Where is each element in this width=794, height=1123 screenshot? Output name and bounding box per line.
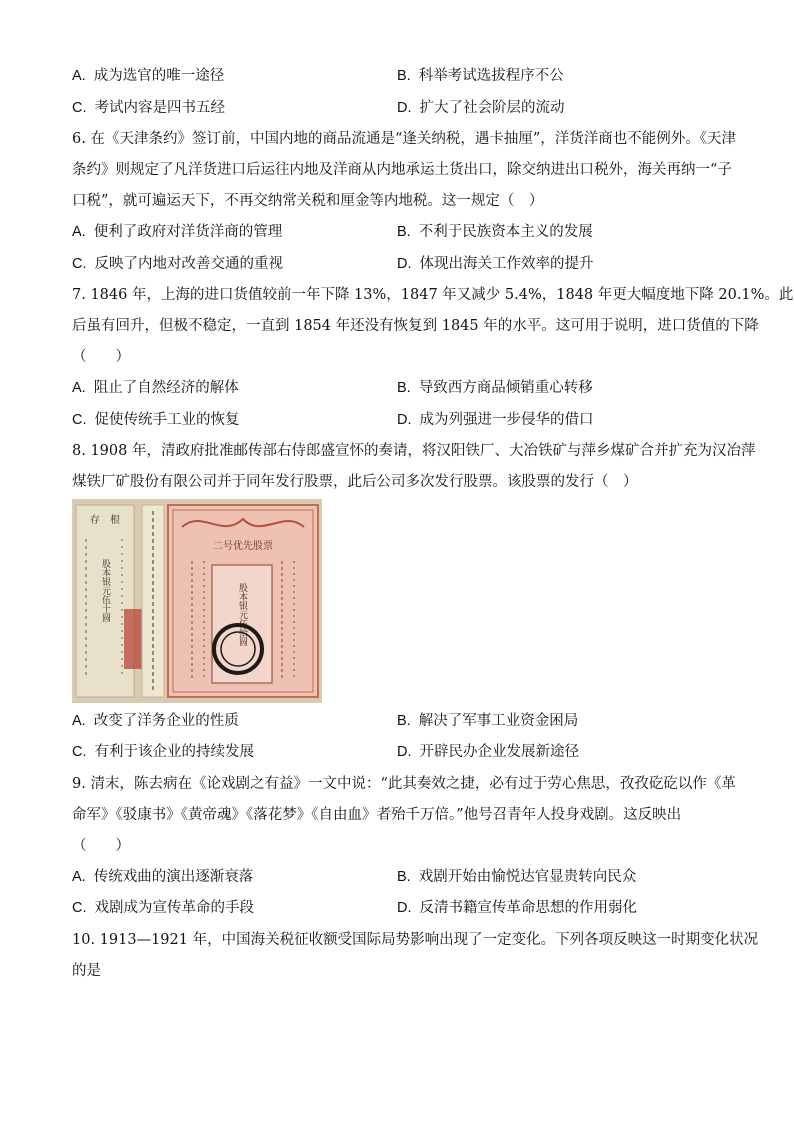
- option-letter: B.: [397, 68, 411, 84]
- option-text: 考试内容是四书五经: [94, 100, 225, 116]
- q9-option-c[interactable]: [72, 898, 254, 918]
- q8-stem-line-2: 煤铁厂矿股份有限公司并于同年发行股票，此后公司多次发行股票。该股票的发行（ ）: [72, 474, 638, 490]
- q6-option-c[interactable]: [72, 254, 283, 274]
- option-letter: A.: [72, 380, 86, 396]
- option-text: 改变了洋务企业的性质: [93, 713, 239, 729]
- q5-option-b[interactable]: [397, 66, 564, 86]
- q9-stem-line-2: 命军》《驳康书》《黄帝魂》《落花梦》《自由血》者殆千万倍。”他号召青年人投身戏剧。这反映出: [72, 807, 682, 823]
- option-letter: A.: [72, 869, 86, 885]
- q7-option-c[interactable]: [72, 410, 240, 430]
- option-letter: D.: [397, 744, 412, 760]
- option-letter: B.: [397, 380, 411, 396]
- q8-stem-line-1: 8. 1908 年，清政府批准邮传部右侍郎盛宣怀的奏请，将汉阳铁厂、大冶铁矿与萍乡煤矿合并扩充为汉冶萍: [72, 443, 756, 459]
- option-text: 解决了军事工业资金困局: [418, 713, 579, 729]
- option-letter: C.: [72, 412, 87, 428]
- q10-stem-line-1: 10. 1913—1921 年，中国海关税征收额受国际局势影响出现了一定变化。下列各项反映这一时期变化状况: [72, 932, 759, 948]
- q9-option-d[interactable]: [397, 898, 637, 918]
- q7-option-a[interactable]: [72, 378, 239, 398]
- q7-stem-line-3: （ ）: [72, 349, 130, 365]
- certificate-header: 二号优先股票: [213, 541, 273, 552]
- option-text: 反映了内地对改善交通的重视: [94, 256, 283, 272]
- q8-option-c[interactable]: [72, 742, 254, 762]
- option-letter: A.: [72, 713, 86, 729]
- option-text: 成为列强进一步侵华的借口: [419, 412, 594, 428]
- q5-option-a[interactable]: [72, 66, 224, 86]
- stub-text: 股本银元伍十圆: [100, 559, 110, 622]
- option-text: 不利于民族资本主义的发展: [418, 224, 593, 240]
- option-text: 促使传统手工业的恢复: [94, 412, 240, 428]
- option-letter: C.: [72, 744, 87, 760]
- q9-stem-line-1: 9. 清末，陈去病在《论戏剧之有益》一文中说：“此其奏效之捷，必有过于劳心焦思，孜孜矻矻以作《革: [72, 776, 736, 792]
- q8-option-a[interactable]: [72, 711, 239, 731]
- q6-stem-line-1: 6. 在《天津条约》签订前，中国内地的商品流通是“逢关纳税，遇卡抽厘”，洋货洋商也不能例外。《天津: [72, 131, 737, 147]
- stock-certificate-image: [72, 499, 322, 703]
- option-text: 扩大了社会阶层的流动: [419, 100, 565, 116]
- stub-header: 存 根: [90, 515, 120, 526]
- option-text: 开辟民办企业发展新途径: [419, 744, 579, 760]
- option-letter: C.: [72, 900, 87, 916]
- option-letter: D.: [397, 900, 412, 916]
- q7-stem-line-1: 7. 1846 年，上海的进口货值较前一年下降 13%，1847 年又减少 5.4%，1848 年更大幅度地下降 20.1%。此: [72, 287, 794, 303]
- option-text: 科举考试选拔程序不公: [418, 68, 564, 84]
- stock-certificate-drawing: [72, 499, 322, 703]
- q10-stem-line-2: 的是: [72, 963, 101, 979]
- q6-stem-line-2: 条约》则规定了凡洋货进口后运往内地及洋商从内地承运土货出口，除交纳进出口税外，海关再纳一“子: [72, 162, 732, 178]
- option-text: 导致西方商品倾销重心转移: [418, 380, 593, 396]
- option-text: 有利于该企业的持续发展: [94, 744, 254, 760]
- option-letter: C.: [72, 100, 87, 116]
- option-letter: D.: [397, 412, 412, 428]
- q6-stem-line-3: 口税”，就可遍运天下，不再交纳常关税和厘金等内地税。这一规定（ ）: [72, 193, 544, 209]
- option-letter: A.: [72, 224, 86, 240]
- option-text: 戏剧成为宣传革命的手段: [94, 900, 254, 916]
- option-letter: C.: [72, 256, 87, 272]
- option-letter: B.: [397, 713, 411, 729]
- q7-stem-line-2: 后虽有回升，但极不稳定，一直到 1854 年还没有恢复到 1845 年的水平。这可用于说明，进口货值的下降: [72, 318, 759, 334]
- q6-option-a[interactable]: [72, 222, 282, 242]
- q7-option-b[interactable]: [397, 378, 593, 398]
- option-letter: B.: [397, 869, 411, 885]
- option-text: 阻止了自然经济的解体: [93, 380, 239, 396]
- q9-option-a[interactable]: [72, 867, 253, 887]
- option-letter: D.: [397, 100, 412, 116]
- option-letter: B.: [397, 224, 411, 240]
- certificate-amount-text: 股本银元伍拾圆: [237, 583, 247, 646]
- q6-option-b[interactable]: [397, 222, 593, 242]
- q5-option-c[interactable]: [72, 98, 225, 118]
- option-text: 反清书籍宣传革命思想的作用弱化: [419, 900, 637, 916]
- q9-option-b[interactable]: [397, 867, 636, 887]
- option-text: 戏剧开始由愉悦达官显贵转向民众: [418, 869, 637, 885]
- q8-option-b[interactable]: [397, 711, 578, 731]
- option-letter: D.: [397, 256, 412, 272]
- q7-option-d[interactable]: [397, 410, 594, 430]
- option-text: 体现出海关工作效率的提升: [419, 256, 594, 272]
- q9-stem-line-3: （ ）: [72, 838, 130, 854]
- q6-option-d[interactable]: [397, 254, 594, 274]
- option-text: 传统戏曲的演出逐渐衰落: [93, 869, 254, 885]
- option-text: 便利了政府对洋货洋商的管理: [93, 224, 283, 240]
- option-text: 成为选官的唯一途径: [93, 68, 225, 84]
- option-letter: A.: [72, 68, 86, 84]
- q5-option-d[interactable]: [397, 98, 565, 118]
- q8-option-d[interactable]: [397, 742, 579, 762]
